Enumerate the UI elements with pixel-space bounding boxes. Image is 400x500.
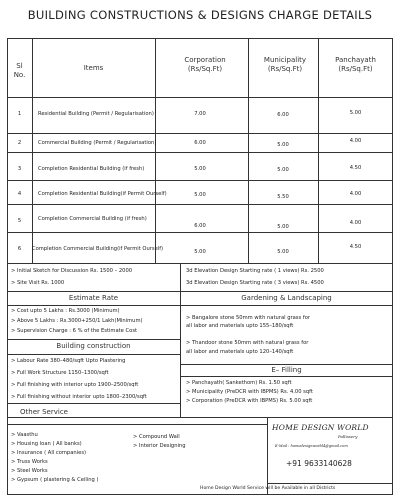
corporation-rate: 7.00 xyxy=(194,111,206,117)
corporation-rate: 6.00 xyxy=(194,223,206,229)
brand-place: Pallissery xyxy=(338,434,358,439)
elevation-rate-line: 3d Elevation Design Starting rate ( 1 views) Rs. 2500 xyxy=(186,268,324,274)
efiling-line: > Panchayath( Sankethom) Rs. 1.50 sqft xyxy=(186,380,292,386)
other-service-heading: Other Service xyxy=(20,408,68,416)
construction-line: > Full Work Structure 1150–1300/sqft xyxy=(11,370,109,376)
page-title: BUILDING CONSTRUCTIONS & DESIGNS CHARGE DETAILS xyxy=(27,8,373,22)
efiling-line: > Corporation (PreDCR with IBPMS) Rs. 5.00 sqft xyxy=(186,398,313,404)
corporation-rate: 5.00 xyxy=(194,249,206,255)
grid-line xyxy=(7,339,180,340)
grid-line xyxy=(180,263,181,417)
panchayath-rate: 4.50 xyxy=(349,165,362,171)
efiling-heading: E– Filling xyxy=(271,366,302,374)
header-panchayath: Panchayath (Rs/Sq.Ft) xyxy=(335,56,376,73)
header-municipality: Municipality (Rs/Sq.Ft) xyxy=(263,56,307,73)
row-number: 1 xyxy=(17,111,22,117)
municipality-rate: 5.00 xyxy=(277,249,289,255)
row-number: 4 xyxy=(17,191,22,197)
grid-line xyxy=(155,38,156,263)
brand-name: HOME DESIGN WORLD xyxy=(272,423,369,432)
grid-line xyxy=(7,305,393,306)
grid-line xyxy=(7,417,393,418)
other-service-item: > Housing loan ( All banks) xyxy=(11,441,82,447)
panchayath-rate: 5.00 xyxy=(349,110,362,116)
corporation-rate: 6.00 xyxy=(194,140,206,146)
grid-line xyxy=(7,291,393,292)
grid-line xyxy=(180,364,393,365)
grid-line xyxy=(7,424,267,425)
row-item: Completion Commercial Building(if Permit Ourself) xyxy=(32,246,164,252)
construction-heading: Building construction xyxy=(56,342,131,350)
corporation-rate: 5.00 xyxy=(194,166,206,172)
construction-line: > Full finishing without interior upto 1800–2300/sqft xyxy=(11,394,147,400)
row-item: Completion Residential Building(if Permit Ourself) xyxy=(38,191,167,197)
row-number: 3 xyxy=(17,166,22,172)
estimate-line: > Supervision Charge : 6 % of the Estimate Cost xyxy=(11,328,138,334)
header-corporation: Corporation (Rs/Sq.Ft) xyxy=(184,56,226,73)
elevation-rate-line: 3d Elevation Design Starting rate ( 3 views) Rs. 4500 xyxy=(186,280,324,286)
row-number: 6 xyxy=(17,246,22,252)
grid-line xyxy=(7,403,180,404)
construction-line: > Labour Rate 380–480/sqft Upto Plastering xyxy=(11,358,126,364)
other-service-item: > Truss Works xyxy=(11,459,48,465)
municipality-rate: 5.00 xyxy=(277,142,289,148)
other-service-item: > Vaasthu xyxy=(11,432,38,438)
brand-phone: +91 9633140628 xyxy=(286,459,352,468)
gardening-heading: Gardening & Landscaping xyxy=(241,294,332,302)
gardening-line: all labor and materials upto 155–180/sqft xyxy=(186,323,294,329)
grid-line xyxy=(7,133,393,134)
row-item: Residential Building (Permit / Regularisation) xyxy=(38,111,154,117)
brand-email: E-Mail : homedesignworld4@gmail.com xyxy=(275,444,348,448)
row-item: Completion Residential Building (if fresh) xyxy=(38,166,145,172)
panchayath-rate: 4.50 xyxy=(349,244,362,250)
construction-line: > Full finishing with interior upto 1900–2500/sqft xyxy=(11,382,139,388)
grid-line xyxy=(7,263,393,264)
other-service-item: > Gypsum ( plastering & Ceiling ) xyxy=(11,477,99,483)
grid-line xyxy=(7,152,393,153)
municipality-rate: 5.50 xyxy=(277,194,289,200)
grid-line xyxy=(267,483,393,484)
footer-note: Home Design World Service will be Available in all Districts xyxy=(200,486,336,491)
gardening-line: > Bangalore stone 50mm with natural grass for xyxy=(186,315,310,321)
grid-line xyxy=(180,376,393,377)
municipality-rate: 5.00 xyxy=(277,224,289,230)
corporation-rate: 5.00 xyxy=(194,192,206,198)
panchayath-rate: 4.00 xyxy=(349,138,362,144)
grid-line xyxy=(7,232,393,233)
header-sl-no: Sl No. xyxy=(13,62,26,79)
row-number: 5 xyxy=(17,218,22,224)
grid-line xyxy=(7,97,393,98)
grid-line xyxy=(7,204,393,205)
panchayath-rate: 4.00 xyxy=(349,220,362,226)
other-service-item: > Insurance ( All companies) xyxy=(11,450,87,456)
sketch-rate-line: > Initial Sketch for Discussion Rs. 1500 – 2000 xyxy=(11,268,133,274)
estimate-line: > Cost upto 5 Lakhs : Rs.3000 (Minimum) xyxy=(11,308,120,314)
estimate-heading: Estimate Rate xyxy=(68,294,119,302)
row-item: Completion Commercial Building (if fresh) xyxy=(38,216,147,222)
other-service-item: > Compound Wall xyxy=(133,434,180,440)
header-items: Items xyxy=(83,64,104,72)
grid-line xyxy=(7,180,393,181)
other-service-item: > Steel Works xyxy=(11,468,48,474)
row-item: Commercial Building (Permit / Regularisation) xyxy=(38,140,157,146)
municipality-rate: 6.00 xyxy=(277,112,289,118)
panchayath-rate: 4.00 xyxy=(349,191,362,197)
grid-line xyxy=(7,354,180,355)
row-number: 2 xyxy=(17,140,22,146)
efiling-line: > Municipality (PreDCR with IBPMS) Rs. 4.00 sqft xyxy=(186,389,313,395)
gardening-line: all labor and materials upto 120–140/sqft xyxy=(186,349,294,355)
site-visit-line: > Site Visit Rs. 1000 xyxy=(11,280,65,286)
other-service-item: > Interior Designing xyxy=(133,443,186,449)
estimate-line: > Above 5 Lakhs : Rs.3000+250/1 Lakh(Minimum) xyxy=(11,318,143,324)
municipality-rate: 5.00 xyxy=(277,167,289,173)
gardening-line: > Thandoor stone 50mm with natural grass for xyxy=(186,340,309,346)
